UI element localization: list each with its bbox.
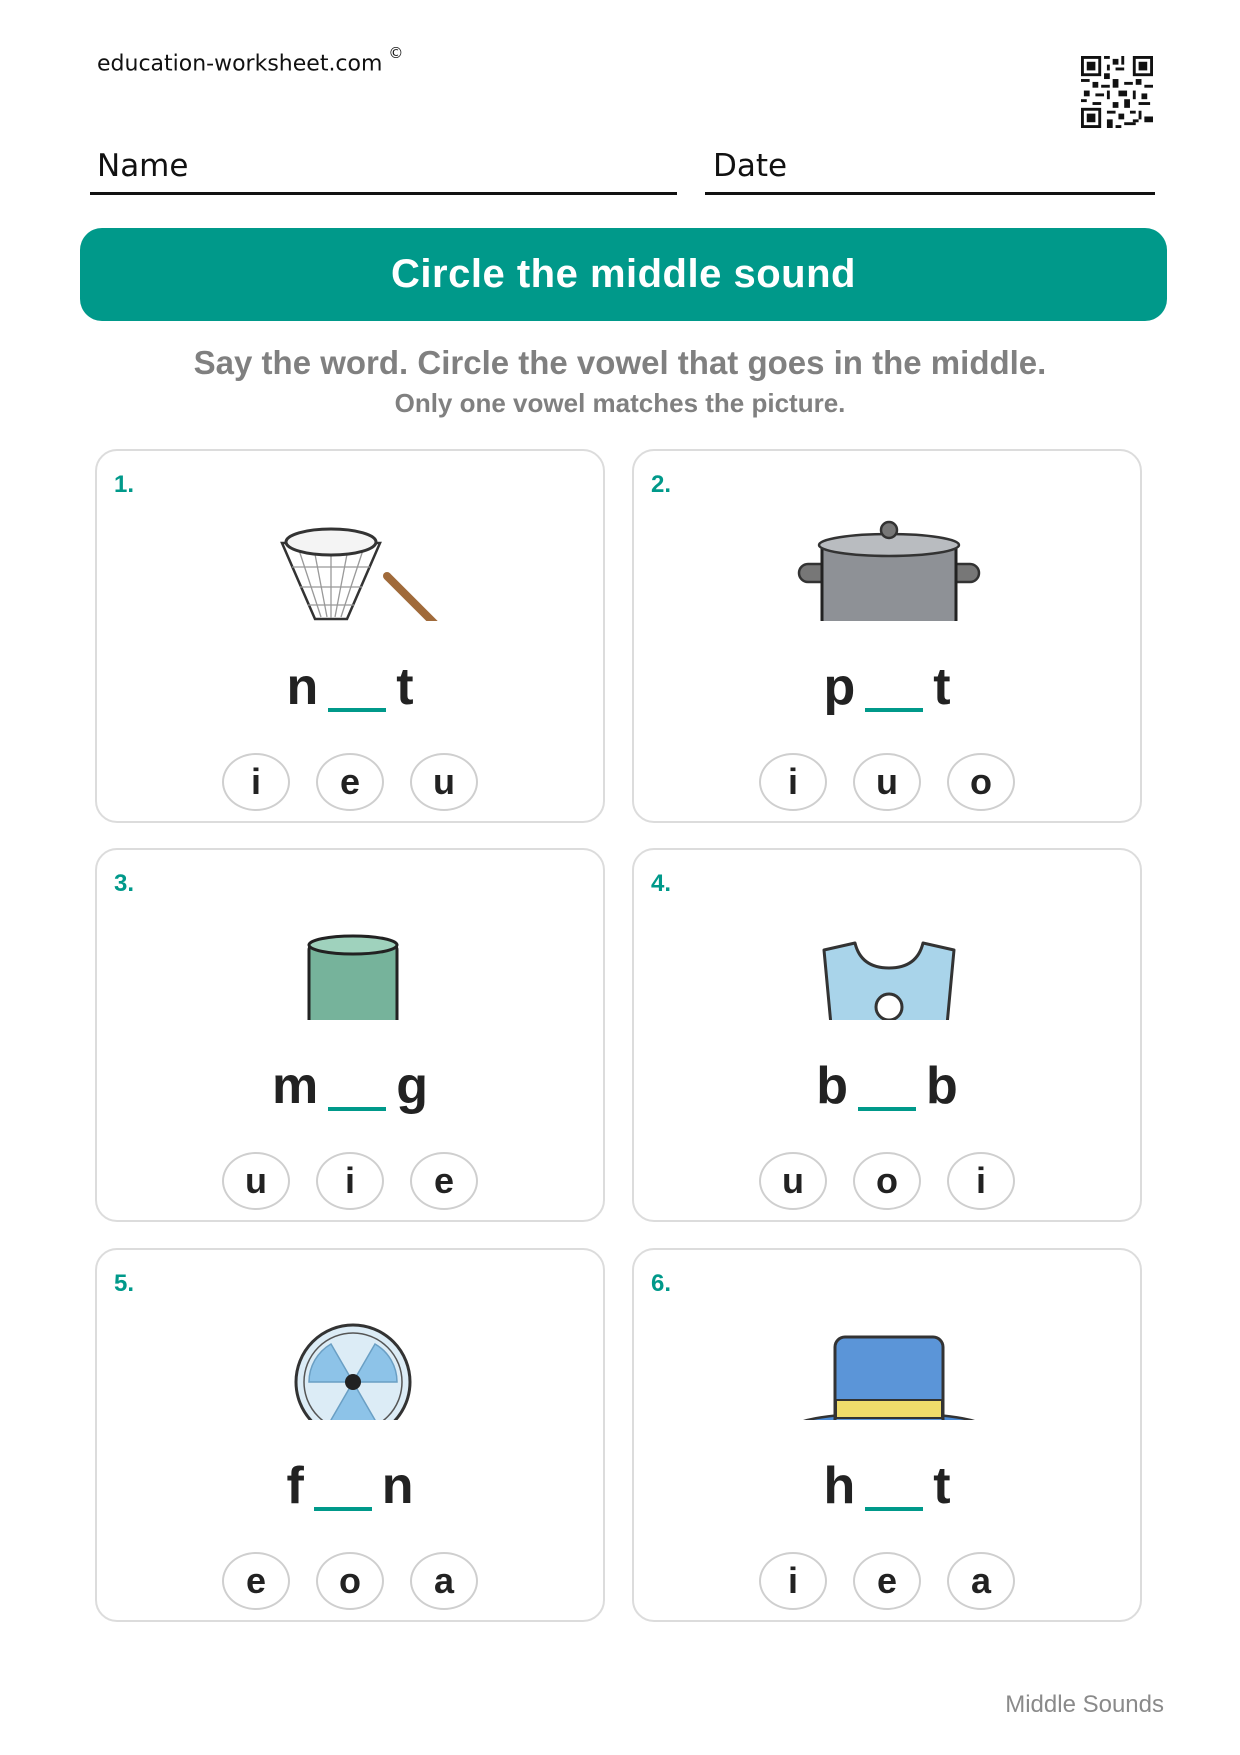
vowel-choice[interactable]: o — [853, 1152, 921, 1210]
first-letter: n — [286, 658, 319, 716]
vowel-choice[interactable]: i — [316, 1152, 384, 1210]
date-label: Date — [713, 148, 788, 184]
last-letter: t — [933, 1457, 951, 1515]
vowel-choice[interactable]: e — [222, 1552, 290, 1610]
last-letter: t — [933, 658, 951, 716]
name-line[interactable] — [90, 192, 677, 195]
qr-code-icon — [1081, 56, 1153, 128]
vowel-choices — [97, 753, 603, 811]
last-letter: n — [381, 1457, 414, 1515]
exercise-card-3 — [95, 848, 605, 1222]
word-puzzle — [634, 1057, 1140, 1115]
exercise-card-4 — [632, 848, 1142, 1222]
name-label: Name — [97, 148, 189, 184]
vowel-choices — [634, 753, 1140, 811]
vowel-choice[interactable]: o — [947, 753, 1015, 811]
vowel-choice[interactable]: u — [759, 1152, 827, 1210]
hat-icon — [789, 1280, 989, 1420]
blank-line — [314, 1507, 372, 1511]
exercise-card-5 — [95, 1248, 605, 1622]
exercise-card-1 — [95, 449, 605, 823]
word-puzzle — [97, 1457, 603, 1515]
word-puzzle — [634, 1457, 1140, 1515]
vowel-choice[interactable]: a — [410, 1552, 478, 1610]
pot-icon — [789, 481, 989, 621]
fan-icon — [252, 1280, 452, 1420]
vowel-choices — [97, 1152, 603, 1210]
first-letter: h — [823, 1457, 856, 1515]
copyright-mark: © — [388, 44, 404, 62]
vowel-choice[interactable]: e — [853, 1552, 921, 1610]
vowel-choice[interactable]: u — [853, 753, 921, 811]
exercise-number: 6. — [651, 1270, 672, 1297]
word-puzzle — [634, 658, 1140, 716]
exercise-number: 1. — [114, 471, 135, 498]
last-letter: t — [396, 658, 414, 716]
first-letter: b — [816, 1057, 848, 1115]
site-name — [97, 44, 404, 77]
vowel-choice[interactable]: e — [316, 753, 384, 811]
blank-line — [328, 1107, 386, 1111]
blank-line — [328, 708, 386, 712]
footer-label: Middle Sounds — [1005, 1691, 1164, 1718]
bib-icon — [789, 880, 989, 1020]
title-banner — [80, 228, 1167, 321]
last-letter: b — [926, 1057, 958, 1115]
instruction-main: Say the word. Circle the vowel that goes in the middle. — [193, 344, 1047, 381]
blank-line — [865, 1507, 923, 1511]
first-letter: p — [823, 658, 856, 716]
instruction-sub: Only one vowel matches the picture. — [394, 388, 846, 418]
net-icon — [252, 481, 452, 621]
exercise-number: 5. — [114, 1270, 135, 1297]
first-letter: m — [271, 1057, 319, 1115]
blank-line — [858, 1107, 916, 1111]
mug-icon — [252, 880, 452, 1020]
vowel-choice[interactable]: i — [222, 753, 290, 811]
vowel-choice[interactable]: a — [947, 1552, 1015, 1610]
vowel-choices — [634, 1552, 1140, 1610]
vowel-choice[interactable]: i — [947, 1152, 1015, 1210]
site-url: education-worksheet.com — [97, 51, 383, 77]
exercise-number: 2. — [651, 471, 672, 498]
word-puzzle — [97, 1057, 603, 1115]
vowel-choice[interactable]: i — [759, 1552, 827, 1610]
exercise-number: 3. — [114, 870, 135, 897]
last-letter: g — [396, 1057, 428, 1115]
vowel-choice[interactable]: o — [316, 1552, 384, 1610]
exercise-card-6 — [632, 1248, 1142, 1622]
vowel-choice[interactable]: e — [410, 1152, 478, 1210]
worksheet-title: Circle the middle sound — [391, 252, 856, 296]
blank-line — [865, 708, 923, 712]
exercise-card-2 — [632, 449, 1142, 823]
vowel-choices — [97, 1552, 603, 1610]
date-line[interactable] — [705, 192, 1155, 195]
vowel-choice[interactable]: u — [222, 1152, 290, 1210]
vowel-choices — [634, 1152, 1140, 1210]
exercise-number: 4. — [651, 870, 672, 897]
vowel-choice[interactable]: u — [410, 753, 478, 811]
first-letter: f — [286, 1457, 304, 1515]
vowel-choice[interactable]: i — [759, 753, 827, 811]
word-puzzle — [97, 658, 603, 716]
